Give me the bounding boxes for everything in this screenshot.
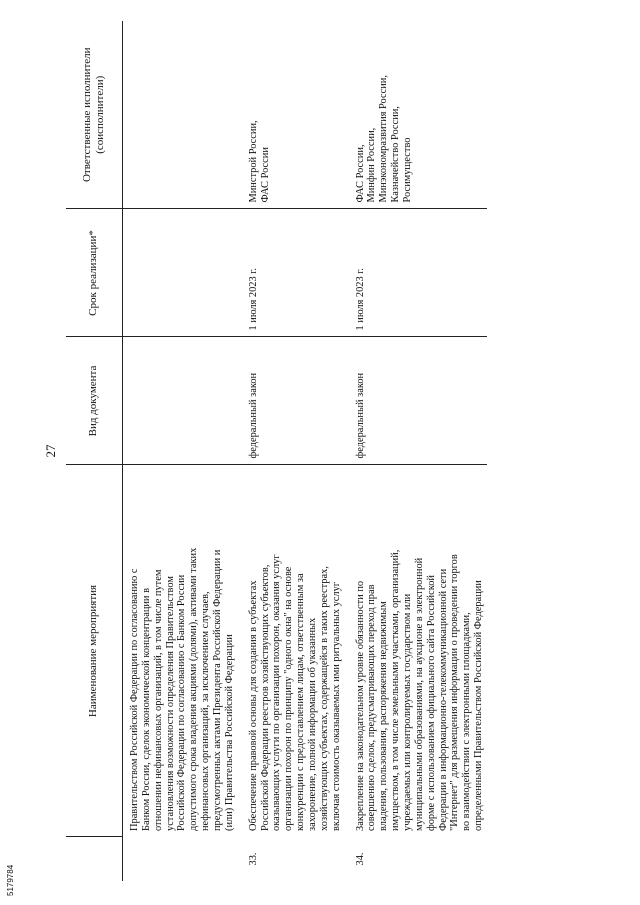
header-name: Наименование мероприятия xyxy=(66,465,123,837)
measure-name: Закрепление на законодательном уровне обязанности по совершению сделок, предусматривающих переход прав владения, пользования, распоряжения недвижимым имуществом, в том числе земельными участками, организаций, учреждаемых или контролируемых государством или муниципальными образованиями, на аукционе в электронной форме с использованием официального сайта Российской Федерации в информационно-телекоммуникационной сети "Интернет" для размещения информации о проведении торгов во взаимодействии с электронными площадками, определенными Правительством Российской Федерации xyxy=(354,549,485,831)
row-number: 33. xyxy=(247,852,259,866)
header-doc-type: Вид документа xyxy=(66,337,123,465)
measures-table xyxy=(66,21,487,881)
term xyxy=(123,209,238,337)
header-responsible: Ответственные исполнители (соисполнители) xyxy=(66,21,123,209)
rotated-page xyxy=(40,21,630,881)
doc-type: федеральный закон xyxy=(238,337,345,465)
responsible xyxy=(123,21,238,209)
term: 1 июля 2023 г. xyxy=(345,209,487,337)
row-number xyxy=(123,837,238,881)
measure-name: Обеспечение правовой основы для создания в субъектах Российской Федерации реестров хозяйствующих субъектов, оказывающих услуги по организации похорон, оказания услуг организации похорон по принципу "одного окна" на основе конкуренции с предоставлением лицам, ответственным за захоронение, полной информации об указанных хозяйствующих субъектах, содержащейся в таких реестрах, включая стоимость оказываемых ими ритуальных услуг xyxy=(247,554,342,831)
term: 1 июля 2023 г. xyxy=(238,209,345,337)
document-id: 5179784 xyxy=(6,864,15,896)
table-row xyxy=(345,21,487,881)
doc-type xyxy=(123,337,238,465)
table-row xyxy=(238,21,345,881)
row-number: 34. xyxy=(354,852,366,866)
measure-name: Правительством Российской Федерации по согласованию с Банком России, сделок экономической концентрации в отношении нефинансовых организаций, в том числе путем установления возможности определения Правительством Российской Федерации по согласованию с Банком России допустимого срока владения акциями (долями), активами таких нефинансовых организаций, за исключением случаев, предусмотренных актами Президента Российской Федерации и (или) Правительства Российской Федерации xyxy=(129,547,235,831)
header-term: Срок реализации* xyxy=(66,209,123,337)
table-row-continuation xyxy=(123,21,238,881)
header-number xyxy=(66,837,123,881)
page-number: 27 xyxy=(43,444,58,458)
responsible: ФАС России, Минфин России, Минэкономразвития России, Казначейство России, Росимущество xyxy=(345,21,487,209)
responsible: Минстрой России, ФАС России xyxy=(238,21,345,209)
doc-type: федеральный закон xyxy=(345,337,487,465)
table-header-row xyxy=(66,21,123,881)
